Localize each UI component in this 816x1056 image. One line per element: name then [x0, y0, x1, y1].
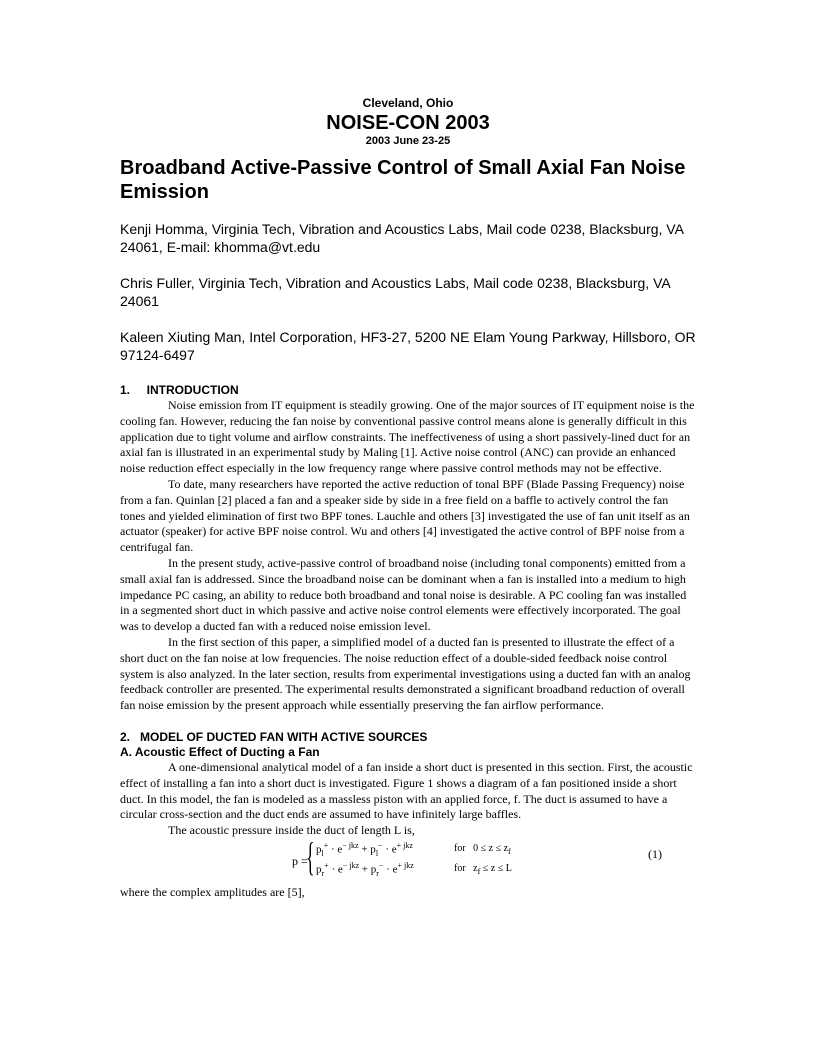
- model-paragraph-1: A one-dimensional analytical model of a fan inside a short duct is presented in this section. First, the acoustic effect of installing a fan into a short duct is investigated. Figure 1 shows a diagram of a fan positioned inside a short duct. In this model, the fan is modeled as a massless piston with an applied force, f. The duct is assumed to have a circular cross-section and the duct ends are assumed to have infinitely large baffles.: [120, 759, 693, 822]
- model-paragraph-2: The acoustic pressure inside the duct of length L is,: [168, 823, 415, 838]
- intro-paragraph-4: In the first section of this paper, a simplified model of a ducted fan is presented to illustrate the effect of a short duct on the fan noise at low frequencies. The noise reduction effect of a double-sided feedback noise control system is also analyzed. In the later section, results from experimental investigations using a ducted fan with an analog feedback controller are presented. The experimental results demonstrated a significant broadband reduction of overall fan noise emission by the present approach while essentially preserving the fan airflow performance.: [120, 634, 691, 713]
- equation-row-left: $p_l^+ \cdot e^{- jkz} + p_l^- \cdot e^{+ jkz}$: [316, 840, 413, 858]
- equation-lhs: p =: [292, 853, 308, 868]
- conference-city: Cleveland, Ohio: [362, 96, 454, 110]
- intro-paragraph-2: To date, many researchers have reported the active reduction of tonal BPF (Blade Passing Frequency) noise from a fan. Quinlan [2] placed a fan and a speaker side by side in a free field on a baffle to actively control the fan tones and yielded elimination of first two BPF tones. Lauchle and others [3] investigated the use of fan unit itself as an actuator (speaker) for active BPF noise control. Wu and others [4] investigated the active control of BPF noise from a centrifugal fan.: [120, 476, 690, 555]
- section-2-heading: 2. MODEL OF DUCTED FAN WITH ACTIVE SOURCES: [120, 729, 428, 744]
- conference-date: 2003 June 23-25: [365, 135, 451, 147]
- paper-title: Broadband Active-Passive Control of Small Axial Fan Noise Emission: [120, 157, 686, 203]
- conference-header: [120, 96, 696, 148]
- equation-condition-1: for $0 \le z \le z_f$: [454, 842, 511, 856]
- author-2: Chris Fuller, Virginia Tech, Vibration and Acoustics Labs, Mail code 0238, Blacksburg, VA 24061: [120, 275, 670, 309]
- intro-paragraph-3: In the present study, active-passive control of broadband noise (including tonal components) emitted from a small axial fan is addressed. Since the broadband noise can be dominant when a fan is installed into a medium to high impedance PC casing, an ability to reduce both broadband and tonal noise is desirable. A PC cooling fan was installed in a segmented short duct in which passive and active noise control elements were effectively incorporated. The goal was to develop a ducted fan with a reduced noise emission level.: [120, 555, 687, 634]
- equation-1: [120, 833, 696, 885]
- conference-name: NOISE-CON 2003: [326, 112, 490, 134]
- subsection-a-heading: A. Acoustic Effect of Ducting a Fan: [120, 744, 320, 759]
- section-1-heading: 1. INTRODUCTION: [120, 383, 239, 397]
- equation-row-right: $p_r^+ \cdot e^{- jkz} + p_r^- \cdot e^{+ jkz}$: [316, 860, 414, 878]
- equation-number: (1): [648, 846, 662, 861]
- equation-brace: {: [306, 833, 315, 879]
- author-3: Kaleen Xiuting Man, Intel Corporation, HF3-27, 5200 NE Elam Young Parkway, Hillsboro, OR 97124-6497: [120, 329, 696, 363]
- equation-condition-2: for $z_f \le z \le L$: [454, 862, 512, 876]
- intro-paragraph-1: Noise emission from IT equipment is steadily growing. One of the major sources of IT equipment noise is the cooling fan. However, reducing the fan noise by conventional passive control means alone is generally difficult in this application due to tight volume and airflow constraints. The ineffectiveness of using a short passively-lined duct for an axial fan is illustrated in an experimental study by Maling [1]. Active noise control (ANC) can provide an enhanced noise reduction effect especially in the low frequency range where passive control methods may not be effective.: [120, 398, 695, 476]
- paper-page: [120, 96, 696, 901]
- author-1: Kenji Homma, Virginia Tech, Vibration and Acoustics Labs, Mail code 0238, Blacksburg, VA 24061, E-mail: khomma@vt.edu: [120, 221, 684, 255]
- closing-line: where the complex amplitudes are [5],: [120, 884, 305, 899]
